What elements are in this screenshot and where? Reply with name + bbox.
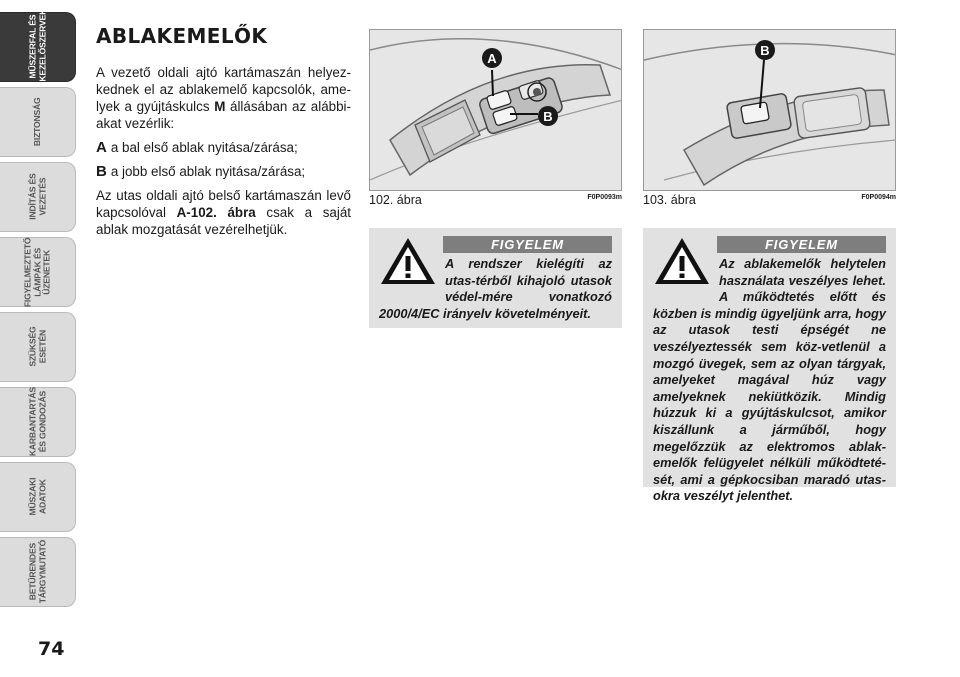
tab-label: FIGYELMEZTETŐ LÁMPÁK ÉS ÜZENETEK — [22, 237, 52, 307]
warning-heading: FIGYELEM — [443, 236, 612, 253]
tab-label: BIZTONSÁG — [31, 97, 42, 147]
callout-b: B — [543, 109, 553, 124]
tab-instruments[interactable] — [0, 9, 76, 82]
warning-text: A rendszer kielégíti az utas-térből kihajoló utasok védel-mére vonatkozó 2000/4/EC irányelv követelményeit. — [379, 256, 612, 321]
figure-103-illustration — [643, 29, 896, 191]
tab-technical-data[interactable] — [0, 462, 76, 532]
tab-index[interactable] — [0, 537, 76, 607]
page-number: 74 — [38, 638, 65, 660]
tab-safety[interactable] — [0, 87, 76, 157]
warning-text: Az ablakemelők helytelen használata veszélyes lehet. A működtetés előtt és közben is mindig ügyeljünk arra, hogy az utasok testi épségét ne veszélyeztessék sem köz-vetlenül a mozgó üvegek, sem az olyan tárgyak, amelyeket magával húz vagy amelyeknek nekiütközik. Mindig húzzuk ki a gyújtáskulcsot, amikor kiszállunk a járműből, hogy megelőzzük az elektromos ablak-emelők felügyelet nélküli működteté-sét, ami a gépkocsiban maradó utas-okra veszélyt jelenthet. — [653, 256, 886, 504]
item-key: B — [96, 163, 107, 180]
figure-103-caption: 103. ábra F0P0094m — [643, 193, 896, 207]
figure-102-illustration — [369, 29, 622, 191]
tab-label: SZÜKSÉG ESETÉN — [26, 326, 47, 368]
chapter-tabs — [0, 9, 78, 612]
figure-code: F0P0094m — [861, 194, 896, 201]
list-item: B a jobb első ablak nyitása/zárása; — [96, 163, 306, 180]
warning-box — [369, 228, 622, 328]
passenger-paragraph: Az utas oldali ajtó belső kartámaszán levő kapcsolóval A-102. ábra csak a saját ablak mozgatását vezérelhetjük. — [96, 188, 351, 237]
list-item: A a bal első ablak nyitása/zárása; — [96, 139, 298, 156]
callout-a: A — [487, 51, 497, 66]
figure-code: F0P0093m — [587, 194, 622, 201]
warning-triangle-icon — [379, 236, 437, 286]
section-title: ABLAKEMELŐK — [96, 24, 268, 48]
intro-paragraph: A vezető oldali ajtó kartámaszán helyez-kednek el az ablakemelő kapcsolók, ame-lyek a gyújtáskulcs M állásában az alábbi-akat vezérlik: — [96, 65, 351, 131]
tab-emergency[interactable] — [0, 312, 76, 382]
tab-maintenance[interactable] — [0, 387, 76, 457]
tab-label: MŰSZERFAL ÉS KEZELŐSZERVEK — [26, 9, 47, 82]
callout-b: B — [760, 43, 770, 58]
tab-label: MŰSZAKI ADATOK — [26, 478, 47, 516]
warning-box — [643, 228, 896, 504]
tab-warning-lights[interactable] — [0, 237, 76, 307]
passenger-door-switch-illustration — [644, 30, 896, 191]
door-armrest-switches-illustration — [370, 30, 622, 191]
tab-label: INDÍTÁS ÉS VEZETÉS — [26, 173, 47, 221]
tab-label: KARBANTARTÁS ÉS GONDOZÁS — [26, 387, 47, 457]
text-column — [96, 24, 351, 245]
warning-heading: FIGYELEM — [717, 236, 886, 253]
figure-102-caption: 102. ábra F0P0093m — [369, 193, 622, 207]
item-key: A — [96, 139, 107, 156]
tab-label: BETŰRENDES TÁRGYMUTATÓ — [26, 540, 47, 604]
tab-starting-driving[interactable] — [0, 162, 76, 232]
warning-triangle-icon — [653, 236, 711, 286]
